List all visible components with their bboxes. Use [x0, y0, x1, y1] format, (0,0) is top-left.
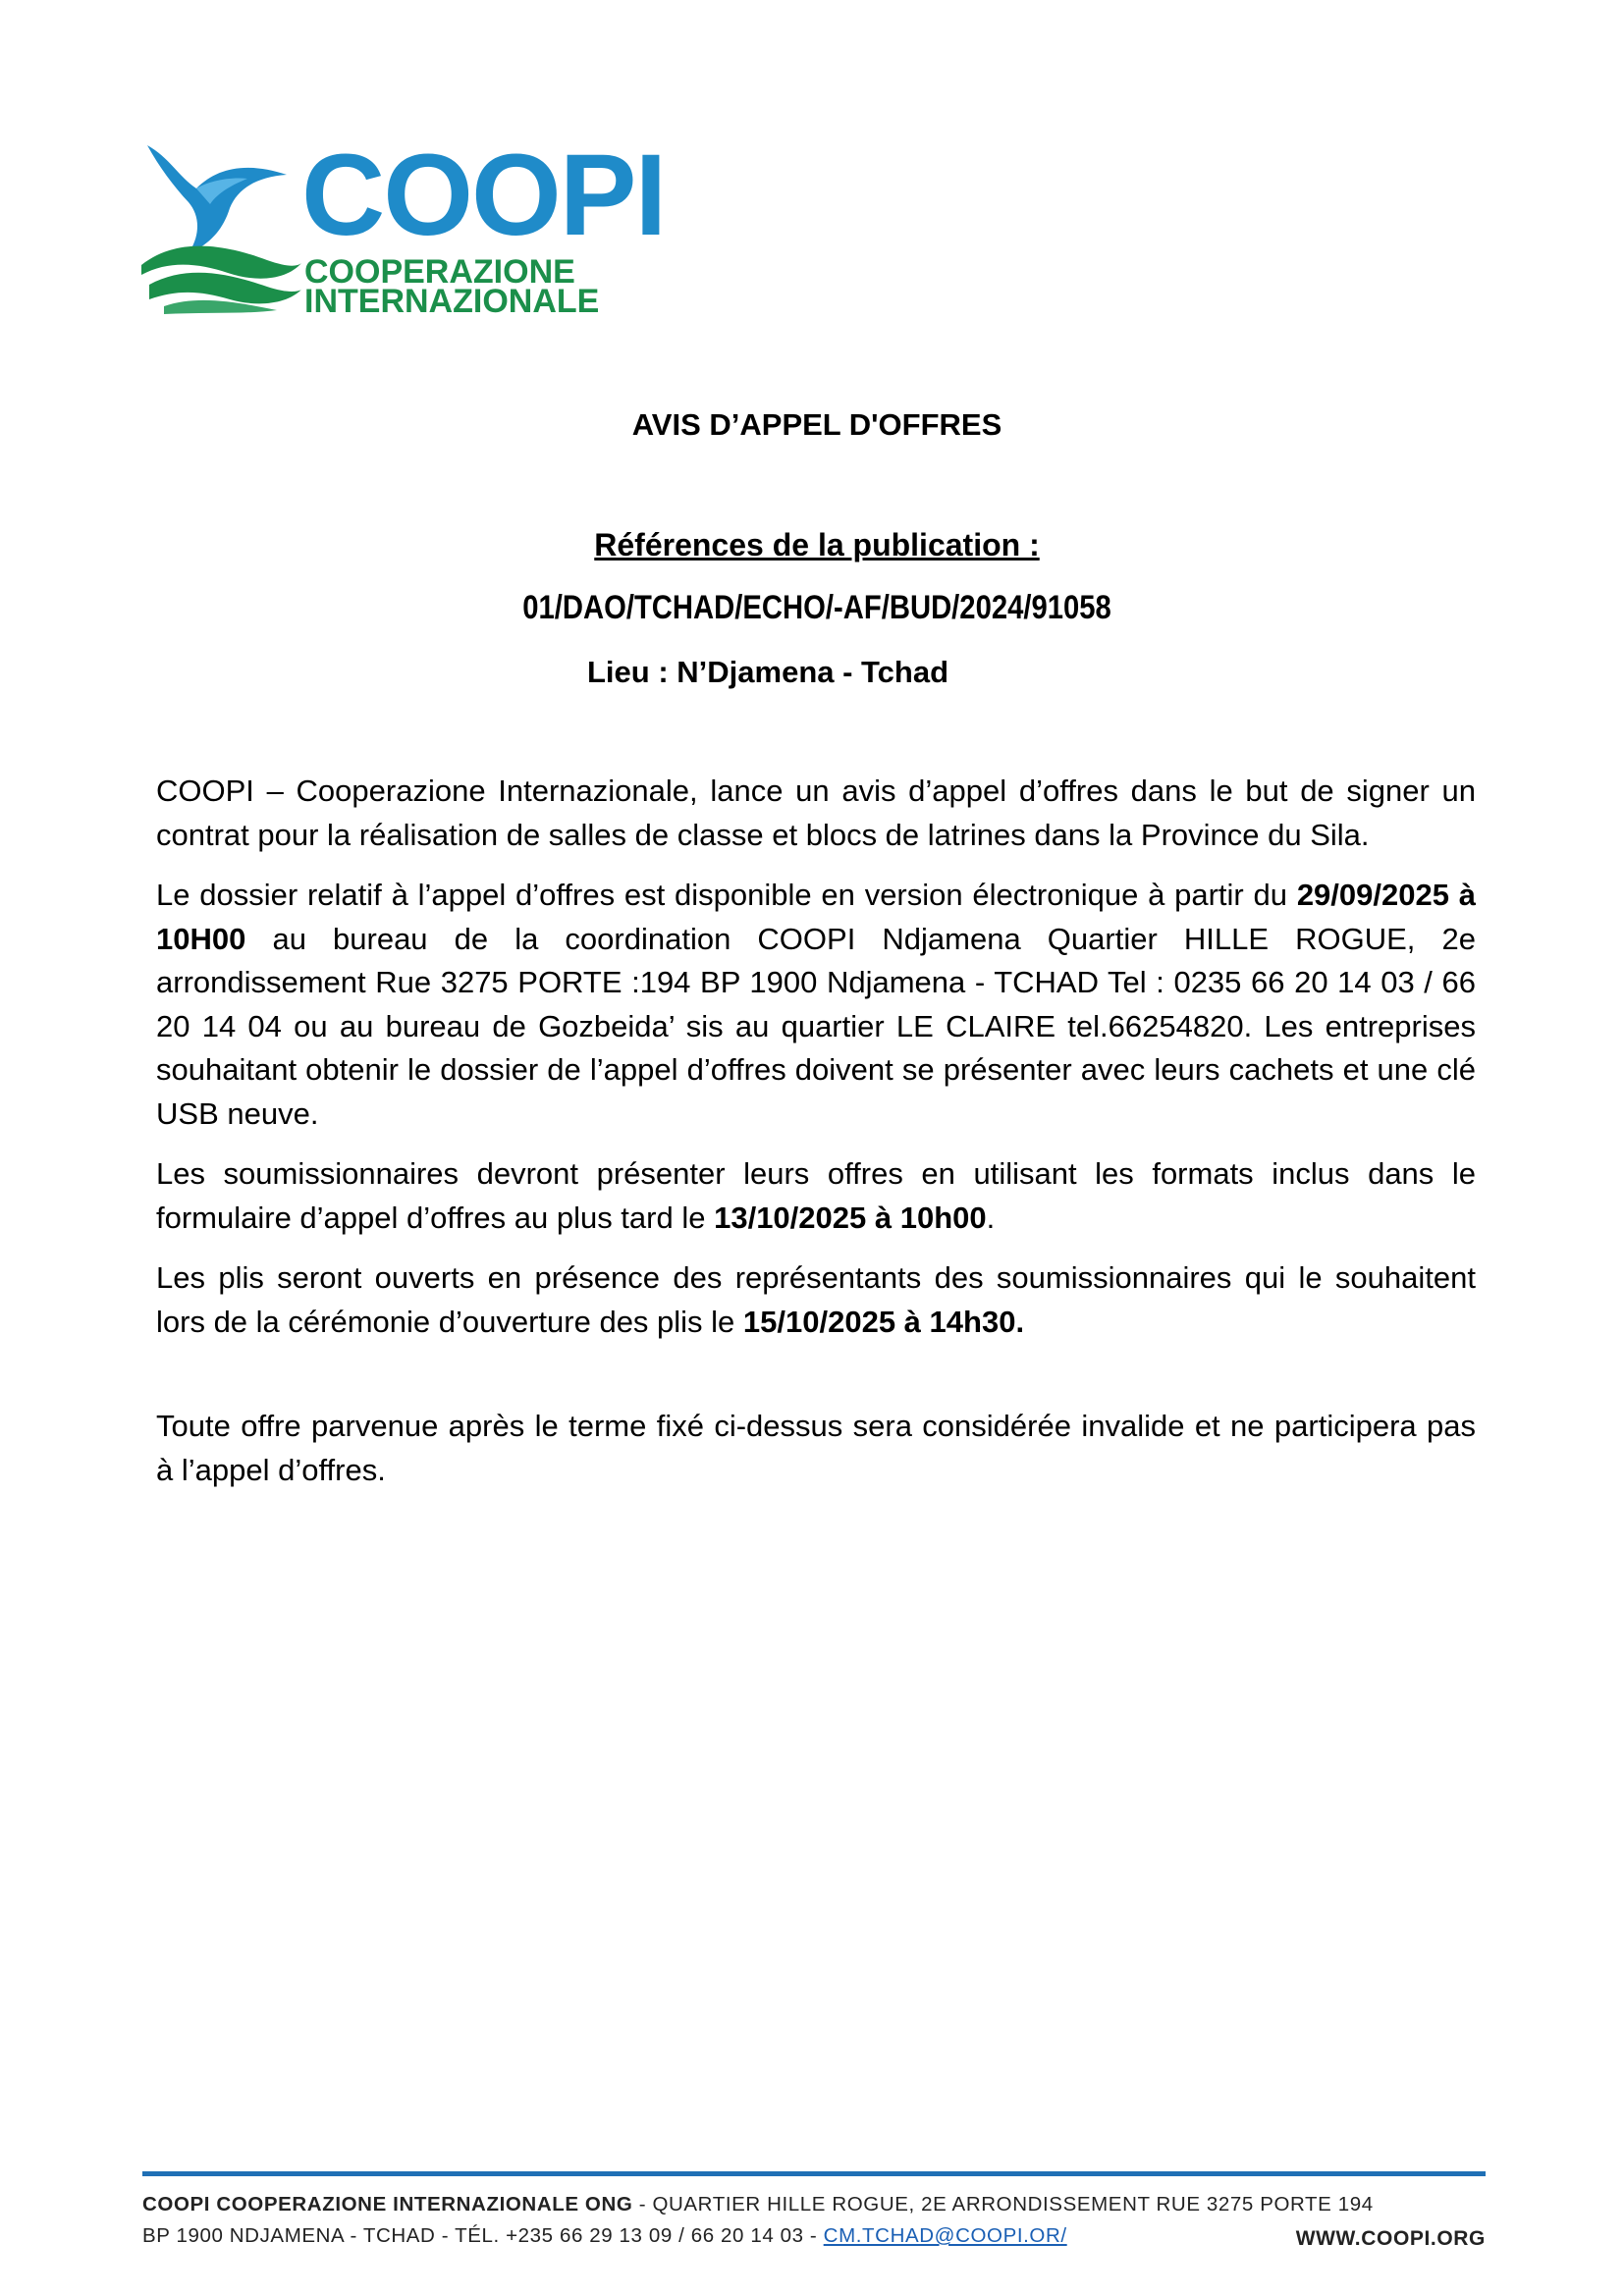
- reference-heading: Références de la publication :: [594, 527, 1040, 562]
- footer-address-1: - QUARTIER HILLE ROGUE, 2E ARRONDISSEMENT RUE 3275 PORTE 194: [632, 2193, 1374, 2216]
- document-title: AVIS D’APPEL D'OFFRES: [631, 407, 1002, 442]
- paragraph-invalid: Toute offre parvenue après le terme fixé ci-dessus sera considérée invalide et ne participera pas à l’appel d’offres.: [156, 1409, 1476, 1487]
- footer-line-2: [142, 2220, 1486, 2252]
- logo-line-cooperazione: COOPERAZIONE: [304, 253, 575, 291]
- footer-address-2: BP 1900 NDJAMENA - TCHAD - TÉL. +235 66 29 13 09 / 66 20 14 03 -: [142, 2224, 824, 2247]
- footer-org: COOPI COOPERAZIONE INTERNAZIONALE ONG: [142, 2193, 633, 2216]
- paragraph-intro: COOPI – Cooperazione Internazionale, lance un avis d’appel d’offres dans le but de signer un contrat pour la réalisation de salles de classe et blocs de latrines dans la Province du Sila.: [156, 774, 1476, 852]
- footer-email-link[interactable]: CM.TCHAD@COOPI.OR/: [823, 2224, 1067, 2247]
- footer-website: WWW.COOPI.ORG: [1295, 2227, 1486, 2250]
- paragraph-deadline: Les soumissionnaires devront présenter leurs offres en utilisant les formats inclus dans le formulaire d’appel d’offres au plus tard le 13/10/2025 à 10h00.: [156, 1156, 1476, 1235]
- bird-wave-icon: [139, 137, 301, 314]
- logo-wordmark: COOPI: [301, 131, 666, 260]
- date-deadline: 13/10/2025 à 10h00: [714, 1200, 987, 1235]
- coopi-logo: [139, 131, 666, 320]
- footer: [142, 2189, 1486, 2252]
- date-opening: 15/10/2025 à 14h30.: [742, 1304, 1025, 1339]
- location-line: Lieu : N’Djamena - Tchad: [587, 655, 949, 689]
- paragraph-opening: Les plis seront ouverts en présence des représentants des soumissionnaires qui le souhaitent lors de la cérémonie d’ouverture des plis le 15/10/2025 à 14h30.: [156, 1260, 1476, 1339]
- reference-number: 01/DAO/TCHAD/ECHO/-AF/BUD/2024/91058: [522, 589, 1111, 626]
- logo-line-internazionale: INTERNAZIONALE: [304, 283, 600, 320]
- document-body: [156, 770, 1476, 1509]
- footer-line-1: [142, 2189, 1486, 2220]
- date-availability: 29/09/2025 à 10H00: [156, 878, 1476, 956]
- footer-divider: [142, 2171, 1486, 2176]
- paragraph-dossier: Le dossier relatif à l’appel d’offres est disponible en version électronique à partir du 29/09/2025 à 10H00 au bureau de la coordination COOPI Ndjamena Quartier HILLE ROGUE, 2e arrondissement Rue 3275 PORTE :194 BP 1900 Ndjamena - TCHAD Tel : 0235 66 20 14 03 / 66 20 14 04 ou au bureau de Gozbeida’ sis au quartier LE CLAIRE tel.66254820. Les entreprises souhaitant obtenir le dossier de l’appel d’offres doivent se présenter avec leurs cachets et une clé USB neuve.: [156, 878, 1476, 1131]
